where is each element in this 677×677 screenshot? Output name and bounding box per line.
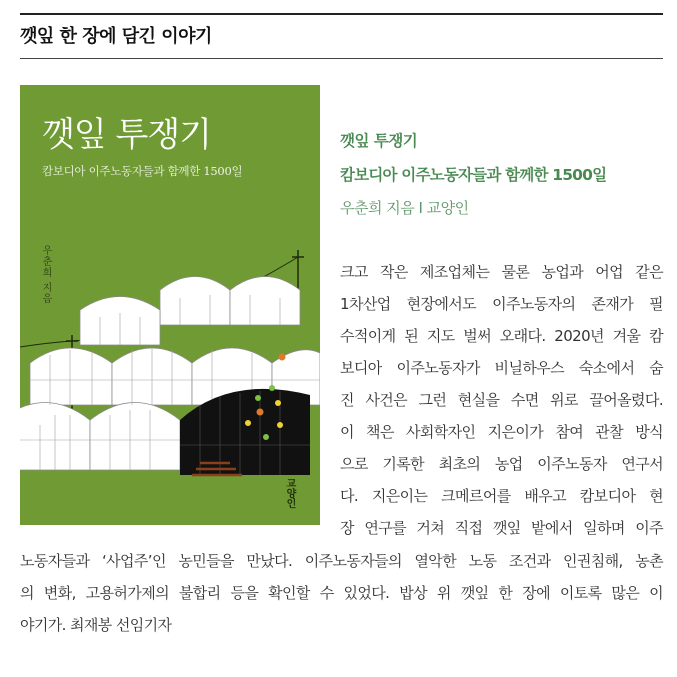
body-line: 수적이게 된 지도 벌써 오래다. 2020년 겨울 캄 [340,327,663,345]
cover-title: 깻잎 투쟁기 [42,115,212,155]
book-title: 깻잎 투쟁기 [340,132,418,150]
body-line: 야기가. 최재봉 선임기자 [20,616,172,634]
body-line: 의 변화, 고용허가제의 불합리 등을 확인할 수 있었다. 밥상 위 깻잎 한 장에 이토록 많은 이 [20,584,663,602]
cover-author: 우춘희 지음 [40,245,51,305]
body-line: 으로 기록한 최초의 농업 이주노동자 연구서 [340,455,663,473]
book-info [340,125,606,218]
book-author-publisher: 우춘희 지음 I 교양인 [340,199,469,217]
cover-subtitle: 캄보디아 이주노동자들과 함께한 1500일 [42,164,243,178]
body-line: 보디아 이주노동자가 비닐하우스 숙소에서 숨 [340,359,663,377]
book-cover-image [20,85,320,525]
body-line: 노동자들과 ‘사업주’인 농민들을 만났다. 이주노동자들의 열악한 노동 조건과 인권침해, 농촌 [20,552,663,570]
body-line: 장 연구를 거쳐 직접 깻잎 밭에서 일하며 이주 [340,519,663,537]
body-line: 크고 작은 제조업체는 물론 농업과 어업 같은 [340,263,663,281]
body-line: 이 책은 사회학자인 지은이가 참여 관찰 방식 [340,423,663,441]
title-divider [20,58,663,59]
cover-publisher-logo: 교양인 [284,478,295,508]
top-rule [20,13,663,15]
body-line: 진 사건은 그런 현실을 수면 위로 끌어올렸다. [340,391,663,409]
body-line: 다. 지은이는 크메르어를 배우고 캄보디아 현 [340,487,663,505]
body-line: 1차산업 현장에서도 이주노동자의 존재가 필 [340,295,663,313]
section-title: 깻잎 한 장에 담긴 이야기 [20,26,212,47]
book-subtitle: 캄보디아 이주노동자들과 함께한 1500일 [340,166,607,184]
